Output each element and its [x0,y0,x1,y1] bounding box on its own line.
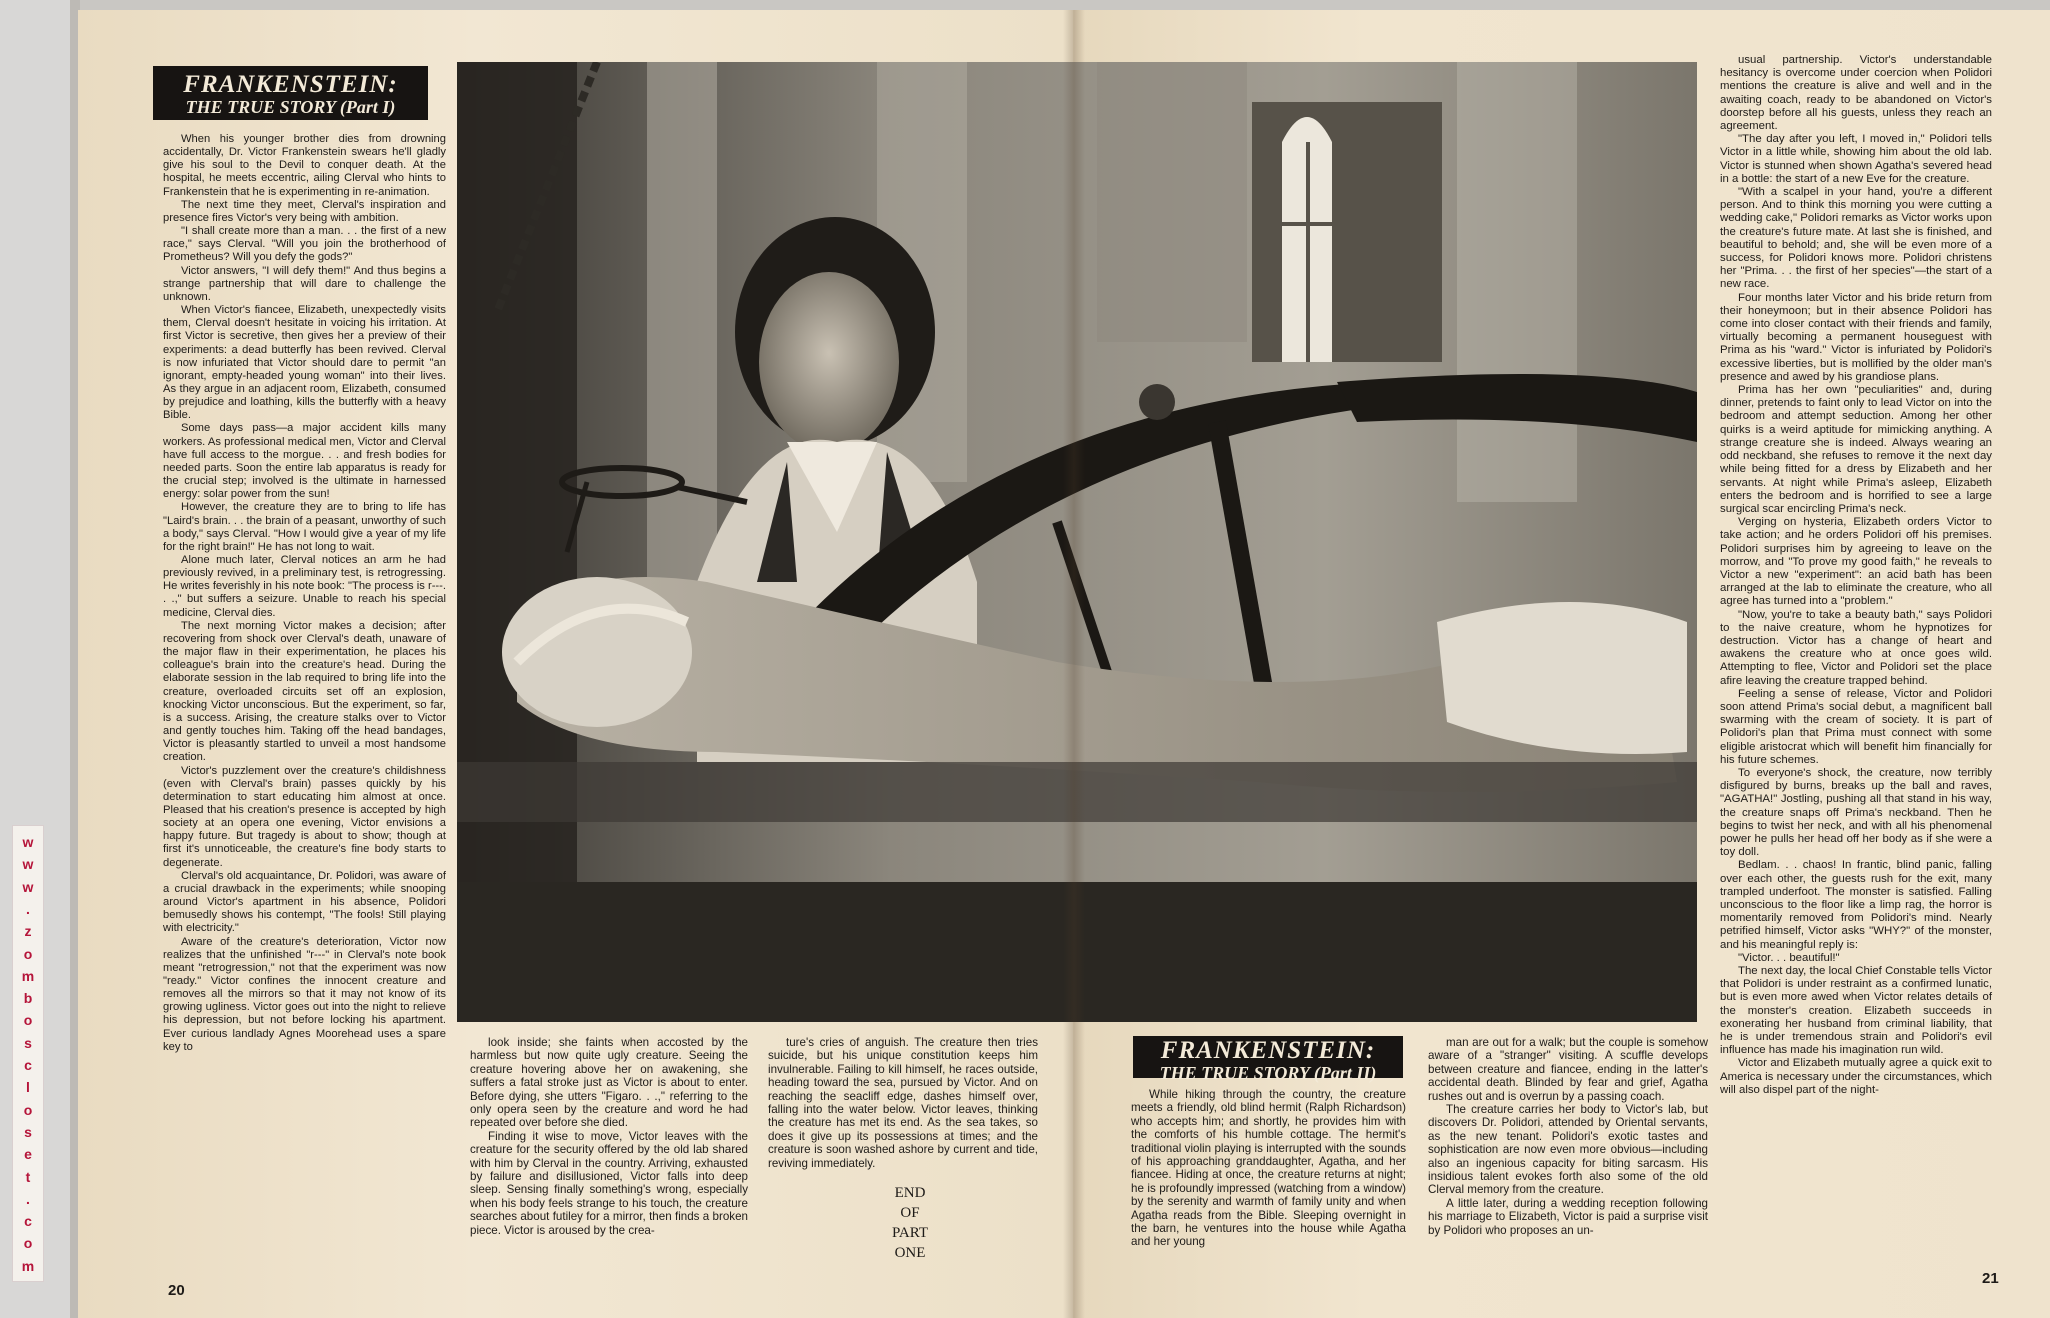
paragraph: The next time they meet, Clerval's inspiration and presence fires Victor's very being with ambition. [163,198,446,224]
paragraph: When his younger brother dies from drowning accidentally, Dr. Victor Frankenstein swears he'll gladly give his soul to the Devil to conquer death. At the hospital, he meets eccentric, ailing Clerval who hints to Frankenstein that he is experimenting in re-animation. [163,133,446,198]
part1-title [153,66,428,120]
paragraph: Bedlam. . . chaos! In frantic, blind panic, falling over each other, the guests rush for the exit, many trampled underfoot. The monster is satisfied. Falling unconscious to the floor like a limp rag, the horror is momentarily removed from Polidori's mind. Nearly petrified himself, Victor asks "WHY?" of the monster, and his meaningful reply is: [1720,859,1992,951]
part1-column-2 [470,1036,748,1266]
watermark-letter: c [24,1057,32,1073]
watermark-letter: m [21,1257,35,1274]
paragraph: Victor's puzzlement over the creature's childishness (even with Clerval's brain) passes quickly by his determination to start educating him almost at once. Pleased that his creation's presence is accepted by high society at an opera one evening, Victor envisions a happy future. But tragedy is about to show; though at first it's unnoticeable, the creature's fine body starts to degenerate. [163,764,446,869]
part2-column-2 [1428,1036,1708,1276]
paragraph: The next day, the local Chief Constable tells Victor that Polidori is under restraint as a confirmed lunatic, but is even more awed when Victor relates details of the monster's creation. Elizabeth succeeds in exonerating her husband from criminal liability, that he is under tremendous strain and Polidori's evil influence has made his imagination run wild. [1720,965,1992,1057]
paragraph: "I shall create more than a man. . . the first of a new race," says Clerval. "Will you join the brotherhood of Prometheus? Will you defy the gods?" [163,225,446,264]
paragraph: Victor answers, "I will defy them!" And thus begins a strange partnership that will dare to challenge the unknown. [163,264,446,303]
watermark-letter: . [26,1190,30,1207]
watermark-letter: s [24,1123,32,1140]
part1-column-3 [768,1036,1038,1186]
end-note-word: ONE [894,1245,926,1261]
watermark-letter: o [23,945,33,962]
paragraph: Some days pass—a major accident kills many workers. As professional medical men, Victor and Clerval have full access to the morgue. . . and fresh bodies for needed parts. Soon the entire lab apparatus is ready for the crucial step; involved is the ultimate in harnessed energy: solar power from the sun! [163,422,446,501]
watermark-letter: o [23,1012,33,1029]
paragraph: To everyone's shock, the creature, now terribly disfigured by burns, breaks up the ball and raves, "AGATHA!" Jostling, pushing all that stand in his way, the creature snaps off Prima's neckband. Then he begins to twist her neck, and with all his phenomenal power he pulls her head off her body as if she were a toy doll. [1720,766,1992,859]
paragraph: Victor and Elizabeth mutually agree a quick exit to America is necessary under the circumstances, which will also dispel part of the night- [1720,1057,1992,1096]
end-note-word: OF [900,1205,920,1221]
paragraph: However, the creature they are to bring to life has "Laird's brain. . . the brain of a peasant, unworthy of such a body," says Clerval. "How I would give a year of my life for the right brain!" He has not long to wait. [163,501,446,553]
end-note-word: PART [891,1225,929,1241]
watermark-letter: l [26,1079,30,1096]
watermark-letter: e [24,1146,32,1163]
end-note-word: END [894,1185,926,1201]
page-number-left: 20 [168,1282,185,1299]
paragraph: Feeling a sense of release, Victor and Polidori soon attend Prima's social debut, a magnificent ball swarming with the cream of society. It is part of Polidori's plan that Prima must connect with some eligible aristocrat which will benefit him financially for his future schemes. [1720,687,1992,766]
paragraph: A little later, during a wedding reception following his marriage to Elizabeth, Victor is paid a surprise visit by Polidori who proposes an un- [1428,1196,1708,1237]
part1-column-1 [163,133,446,1293]
part1-title-line1: FRANKENSTEIN: [183,71,398,98]
paragraph: Clerval's old acquaintance, Dr. Polidori, was aware of a crucial drawback in the experiments; while snooping around Victor's apartment in his absence, Polidori bemusedly shows his contempt, "The fools! Still playing with electricity." [163,869,446,935]
watermark-letter: t [25,1168,31,1185]
watermark-letter: w [22,878,34,895]
watermark-letter: o [23,1235,33,1252]
page-number-right: 21 [1982,1270,1999,1287]
paragraph: ture's cries of anguish. The creature then tries suicide, but his unique constitution keeps him invulnerable. Failing to kill himself, he races outside, heading toward the sea, pursued by Victor. And on reaching the seacliff edge, dashes himself over, falling into the water below. Victor leaves, thinking the creature has met its end. As the sea takes, so does it give up its possessions at times; and the creature is soon washed ashore by current and tide, reviving immediately. [768,1036,1038,1170]
paragraph: When Victor's fiancee, Elizabeth, unexpectedly visits them, Clerval doesn't hesitate in voicing his irritation. At first Victor is secretive, then gives her a preview of their experiments: a dead butterfly has been revived. Clerval is now infuriated that Victor should dare to permit "an ignorant, empty-headed young woman" into their lives. As they argue in an adjacent room, Elizabeth, consumed by prejudice and loathing, kills the butterfly with a heavy Bible. [163,304,446,422]
part2-title-line1: FRANKENSTEIN: [1160,1037,1376,1064]
watermark-letter: m [21,967,35,984]
watermark-letter: b [23,990,33,1007]
watermark-letter: s [24,1034,32,1051]
watermark-strip [12,825,44,1282]
watermark-letter: w [22,856,34,873]
paragraph: look inside; she faints when accosted by the harmless but now quite ugly creature. Seeing the creature hovering above her on awakening, she suffers a fatal stroke just as Victor is about to enter. Before dying, she utters "Figaro. . .," referring to the only opera seen by the creature and word he had repeated over before she died. [470,1036,748,1130]
watermark-letter: o [23,1101,33,1118]
paragraph: "Victor. . . beautiful!" [1738,951,1840,964]
paragraph: The creature carries her body to Victor's lab, but discovers Dr. Polidori, attended by Oriental servants, as the new tenant. Polidori's exotic tastes and sophistication are now even more obvious—including also an ingenious capacity for biting sarcasm. His insidious talent evokes forth also some of the old Clerval memory from the creature. [1428,1103,1708,1197]
watermark-letter: . [26,900,30,917]
part2-title [1133,1036,1403,1084]
paragraph: "With a scalpel in your hand, you're a different person. And to think this morning you were cutting a wedding cake," Polidori remarks as Victor works upon the creature's future mate. At last she is finished, and beautiful to behold; and, she will be even more of a success, for Polidori knows more. Polidori christens her "Prima. . . the first of her species"—the start of a new race. [1720,186,1992,291]
watermark-letter: z [24,923,32,940]
paragraph: man are out for a walk; but the couple is somehow aware of a "stranger" visiting. A scuffle develops between creature and fiancee, ending in the latter's accidental death. Blinded by fear and grief, Agatha rushes out and is overrun by a passing coach. [1428,1036,1708,1103]
paragraph: usual partnership. Victor's understandable hesitancy is overcome under coercion when Polidori mentions the creature is alive and well and in the awaiting coach, ready to be abandoned on Victor's doorstep before all his guests, unless they reach an agreement. [1720,54,1992,133]
paragraph: Verging on hysteria, Elizabeth orders Victor to take action; and he orders Polidori off his premises. Polidori surprises him by agreeing to leave on the morrow, and "To prove my good faith," he reveals to Victor a new "experiment": an acid bath has been arranged at the lab to eliminate the creature, who all agree has turned into a "problem." [1720,516,1992,608]
paragraph: Finding it wise to move, Victor leaves with the creature for the security offered by the old lab shared with him by Clerval in the country. Arriving, exhausted by failure and disillusioned, Victor falls into deep sleep. Sensing finally something's wrong, especially when his body feels strange to his touch, the creature searches about futiley for a mirror, then finds a broken piece. Victor is aroused by the crea- [470,1129,748,1237]
end-of-part-one [880,1183,940,1263]
part2-column-1 [1131,1088,1406,1273]
paragraph: Four months later Victor and his bride return from their honeymoon; but in their absence Polidori has come into closer contact with their friends and family, virtually becoming a permanent houseguest with Prima as his "ward." Victor is infuriated by Polidori's excessive liberties, but is mollified by the older man's presence and awed by his grandiose plans. [1720,291,1992,383]
page-gutter [1063,10,1085,1318]
watermark-letter: c [24,1213,32,1230]
paragraph: Alone much later, Clerval notices an arm he had previously revived, in a preliminary test, is retrogressing. He writes feverishly in his note book: "The process is r---. . .," but suffers a seizure. Unable to reach his special medicine, Clerval dies. [163,554,446,619]
part2-title-line2: THE TRUE STORY (Part II) [1159,1063,1377,1084]
paragraph: "Now, you're to take a beauty bath," says Polidori to the naive creature, whom he hypnotizes for destruction. Victor has a change of heart and awakens the creature who at once goes wild. Attempting to flee, Victor and Polidori set the place afire leaving the creature trapped behind. [1720,608,1992,687]
paragraph: The next morning Victor makes a decision; after recovering from shock over Clerval's death, unaware of the major flaw in their experimentation, he places his colleague's brain into the creature's head. During the elaborate session in the lab required to bring life into the creature, overloaded circuits set off an explosion, knocking Victor unconscious. But the experiment, so far, is a success. Arising, the creature stalks over to Victor and gently touches him. Taking off the head bandages, Victor is pleasantly startled to unveil a most handsome creation. [163,619,446,764]
part2-column-3 [1720,54,1992,1264]
watermark-letter: w [22,834,34,850]
paragraph: Aware of the creature's deterioration, Victor now realizes that the unfinished "r---" in Clerval's note book meant "retrogression," not that the experiment was now "ready." Victor confines the innocent creature and removes all the mirrors so that it may not know of its growing ugliness. Victor goes out into the night to relieve his depression, but not before locking his apartment. Ever curious landlady Agnes Moorehead uses a spare key to [163,935,446,1053]
paragraph: While hiking through the country, the creature meets a friendly, old blind hermit (Ralph Richardson) who accepts him; and shortly, he provides him with the comforts of his humble cottage. The hermit's traditional violin playing is interrupted with the sounds of his approaching granddaughter, Agatha, and her fiancee. Hiding at once, the creature returns at night; he is profoundly impressed (watching from a window) by the serenity and warmth of family unity and when Agatha reads from the Bible. Sleeping overnight in the barn, he ventures into the house while Agatha and her young [1131,1088,1406,1249]
part1-title-line2: THE TRUE STORY (Part I) [185,97,396,118]
paragraph: Prima has her own "peculiarities" and, during dinner, pretends to faint only to lead Victor on into the bedroom and attempt seduction. Among her other quirks is a weird aptitude for mimicking anything. A strange creature she is indeed. Always wearing an odd neckband, she refuses to remove it the next day while being fitted for a dress by Elizabeth and her servants. At night while Prima's asleep, Elizabeth enters the bedroom and is horrified to see a large surgical scar encircling Prima's neck. [1720,384,1992,515]
paragraph: "The day after you left, I moved in," Polidori tells Victor in a little while, showing him about the old lab. Victor is stunned when shown Agatha's severed head in a bottle: the start of a new Eve for the creature. [1720,133,1992,185]
